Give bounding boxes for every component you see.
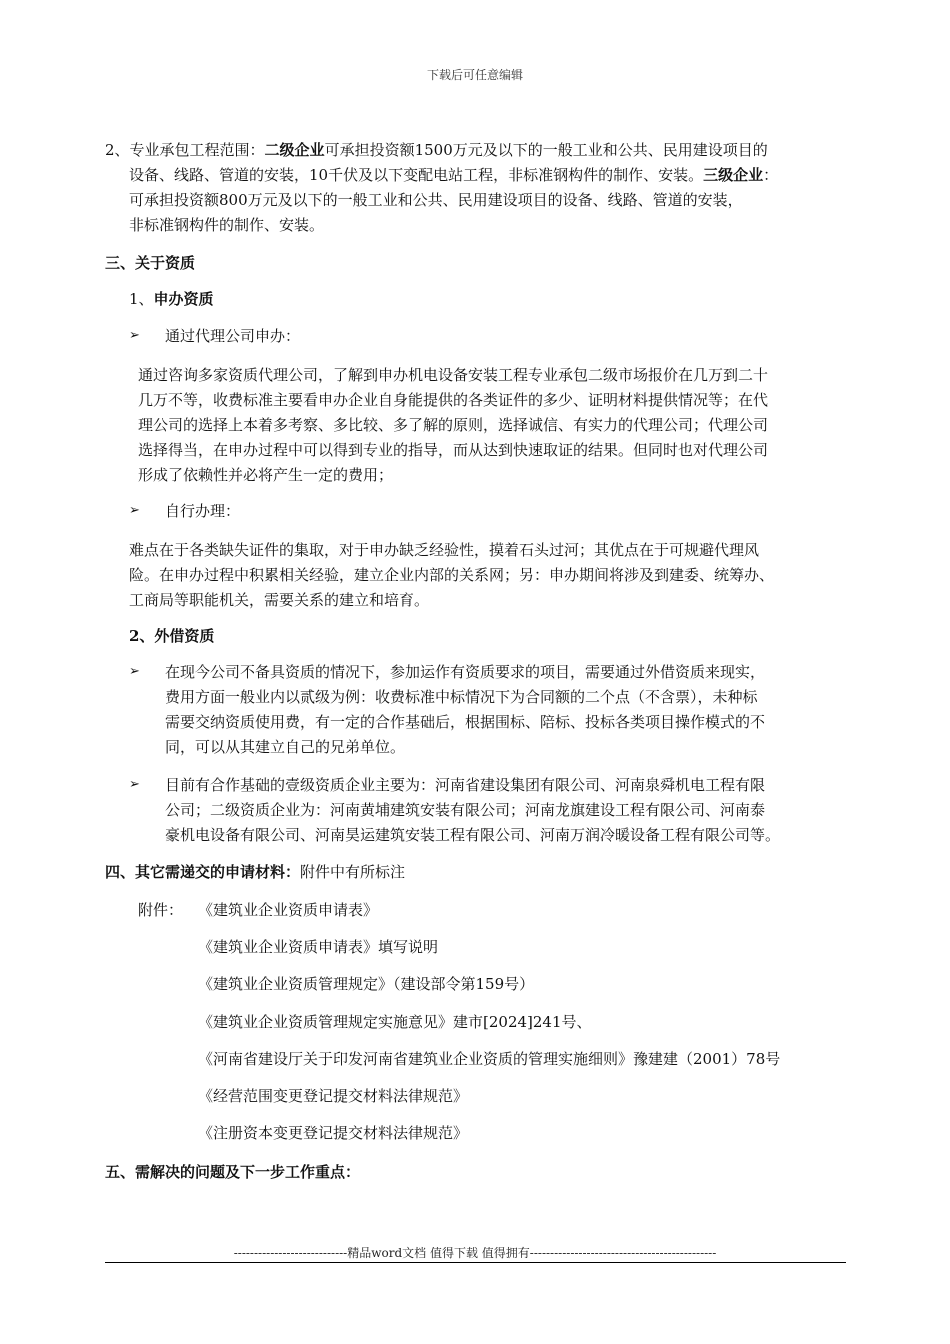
s2-line-2-a: 设备、线路、管道的安装，10千伏及以下变配电站工程，非标准钢构件的制作、安装。 xyxy=(129,166,704,184)
p1-line-5: 形成了依赖性并必将产生一定的费用； xyxy=(138,466,394,484)
sub1-heading xyxy=(129,288,214,310)
p1-line-2: 几万不等，收费标准主要看申办企业自身能提供的各类证件的多少、证明材料提供情况等；在代 xyxy=(138,391,769,409)
arrow-bullet-icon: ➢ xyxy=(129,503,140,518)
s2-line-2 xyxy=(129,164,778,186)
arrow-bullet-icon: ➢ xyxy=(129,664,140,679)
b4-line-1: 目前有合作基础的壹级资质企业主要为：河南省建设集团有限公司、河南泉舜机电工程有限 xyxy=(165,776,766,794)
section-4-heading: 四、其它需递交的申请材料： xyxy=(105,863,301,881)
section-4-note: 附件中有所标注 xyxy=(300,863,406,881)
s2-level2-label: 二级企业 xyxy=(264,141,325,159)
attachment-item: 《注册资本变更登记提交材料法律规范》 xyxy=(198,1124,469,1142)
section-4-title xyxy=(105,861,405,883)
arrow-bullet-icon: ➢ xyxy=(129,777,140,792)
p1-line-1: 通过咨询多家资质代理公司，了解到申办机电设备安装工程专业承包二级市场报价在几万到二十 xyxy=(138,366,769,384)
attachment-item: 《河南省建设厅关于印发河南省建筑业企业资质的管理实施细则》豫建建（2001）78号 xyxy=(198,1050,781,1068)
sub2-heading: 2、外借资质 xyxy=(129,627,215,645)
arrow-bullet-icon: ➢ xyxy=(129,328,140,343)
s2-level3-label: 三级企业 xyxy=(703,166,764,184)
b4-line-2: 公司；二级资质企业为：河南黄埔建筑安装有限公司；河南龙旗建设工程有限公司、河南泰 xyxy=(165,801,766,819)
section-5-title: 五、需解决的问题及下一步工作重点： xyxy=(105,1163,361,1181)
attachments-label: 附件： xyxy=(138,901,184,919)
attachment-item: 《建筑业企业资质申请表》填写说明 xyxy=(198,938,439,956)
section-3-title: 三、关于资质 xyxy=(105,254,196,272)
p2-line-1: 难点在于各类缺失证件的集取，对于申办缺乏经验性，摸着石头过河；其优点在于可规避代理风 xyxy=(129,541,760,559)
p1-line-4: 选择得当，在申办过程中可以得到专业的指导，而从达到快速取证的结果。但同时也对代理公司 xyxy=(138,441,769,459)
attachment-item: 《经营范围变更登记提交材料法律规范》 xyxy=(198,1087,469,1105)
bullet-agency: 通过代理公司申办： xyxy=(165,327,301,345)
b3-line-3: 需要交纳资质使用费，有一定的合作基础后，根据围标、陪标、投标各类项目操作模式的不 xyxy=(165,713,766,731)
s2-line-4: 非标准钢构件的制作、安装。 xyxy=(129,216,325,234)
attachment-item: 《建筑业企业资质管理规定》（建设部令第159号） xyxy=(198,975,535,993)
page-footer: ----------------------------精品word文档 值得下载 值得拥有---------------------------------------------- xyxy=(233,1246,717,1260)
s2-line-1 xyxy=(105,139,768,161)
s2-line-3: 可承担投资额800万元及以下的一般工业和公共、民用建设项目的设备、线路、管道的安装， xyxy=(129,191,743,209)
b3-line-1: 在现今公司不备具资质的情况下，参加运作有资质要求的项目，需要通过外借资质来现实， xyxy=(165,663,766,681)
page-header: 下载后可任意编辑 xyxy=(426,68,523,82)
p1-line-3: 理公司的选择上本着多考察、多比较、多了解的原则，选择诚信、有实力的代理公司；代理公司 xyxy=(138,416,769,434)
b3-line-4: 同，可以从其建立自己的兄弟单位。 xyxy=(165,738,406,756)
sub1-title: 申办资质 xyxy=(153,290,214,308)
s2-line-1-c: 可承担投资额1500万元及以下的一般工业和公共、民用建设项目的 xyxy=(324,141,768,159)
s2-line-2-c: ： xyxy=(763,166,779,184)
sub1-number: 1、 xyxy=(129,290,154,308)
footer-rule xyxy=(105,1262,846,1263)
s2-line-1-a: 2、专业承包工程范围： xyxy=(105,141,265,159)
attachment-item: 《建筑业企业资质管理规定实施意见》建市[2024]241号、 xyxy=(198,1013,592,1031)
p2-line-3: 工商局等职能机关，需要关系的建立和培育。 xyxy=(129,591,430,609)
bullet-self: 自行办理： xyxy=(165,502,241,520)
b3-line-2: 费用方面一般业内以贰级为例：收费标准中标情况下为合同额的二个点（不含票），未种标 xyxy=(165,688,758,706)
b4-line-3: 豪机电设备有限公司、河南昊运建筑安装工程有限公司、河南万润冷暖设备工程有限公司等。 xyxy=(165,826,781,844)
p2-line-2: 险。在申办过程中积累相关经验，建立企业内部的关系网；另：申办期间将涉及到建委、统筹办、 xyxy=(129,566,775,584)
attachment-item: 《建筑业企业资质申请表》 xyxy=(198,901,379,919)
